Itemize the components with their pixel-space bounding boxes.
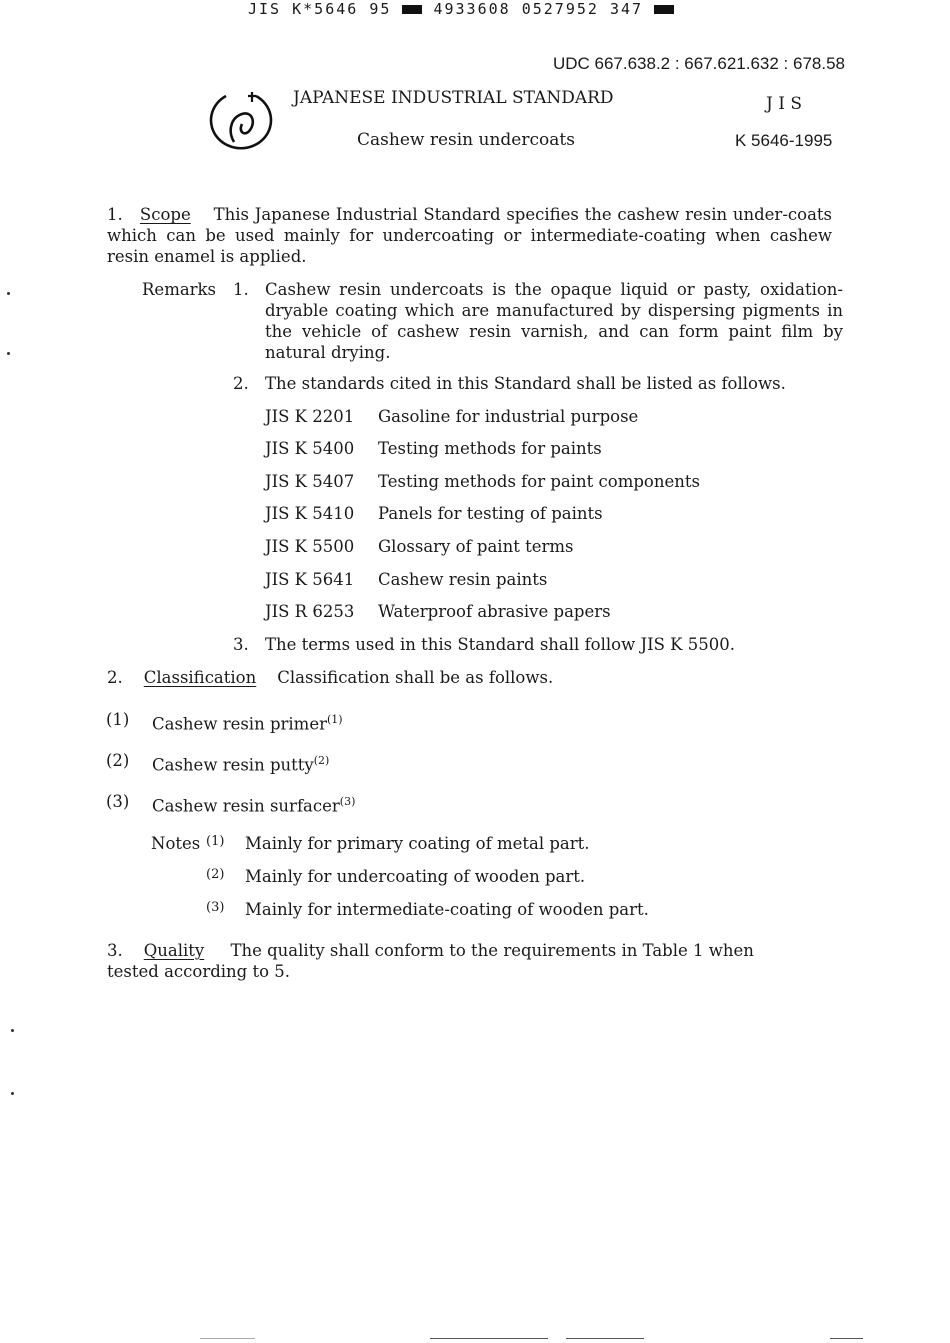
black-block-mark	[654, 5, 674, 14]
scan-dot	[7, 292, 10, 295]
remark-number: 2.	[233, 374, 249, 393]
remark-number: 1.	[233, 280, 249, 299]
section-classification	[107, 667, 553, 688]
remark-text: The terms used in this Standard shall follow JIS K 5500.	[265, 635, 735, 654]
footnote-mark: (3)	[339, 795, 356, 808]
cited-title: Cashew resin paints	[378, 570, 548, 589]
section-heading: Classification	[143, 668, 257, 687]
note-mark: (2)	[206, 867, 225, 882]
jis-mark: J I S	[766, 94, 802, 114]
section-heading: Quality	[143, 941, 205, 960]
classification-number: (2)	[106, 751, 130, 770]
scan-line	[566, 1338, 644, 1339]
section-number: 2.	[107, 668, 123, 687]
notes-label: Notes	[151, 834, 201, 853]
footnote-mark: (2)	[313, 754, 330, 767]
standard-title: JAPANESE INDUSTRIAL STANDARD	[293, 88, 614, 108]
cited-code: JIS K 5410	[265, 504, 355, 523]
remarks-label: Remarks	[142, 280, 217, 299]
section-quality	[107, 940, 807, 982]
remark-text: The standards cited in this Standard shall be listed as follows.	[265, 374, 786, 393]
section-text: This Japanese Industrial Standard specifies the cashew resin under-coats which can be used mainly for undercoating or intermediate-coating when cashew resin enamel is applied.	[107, 205, 833, 266]
classification-text: Cashew resin putty	[152, 755, 314, 775]
cited-title: Glossary of paint terms	[378, 537, 574, 556]
section-text: Classification shall be as follows.	[277, 668, 554, 687]
scan-line	[200, 1338, 255, 1339]
classification-text: Cashew resin surfacer	[152, 796, 340, 816]
note-mark: (3)	[206, 900, 225, 915]
classification-text: Cashew resin primer	[152, 714, 327, 734]
section-text: The quality shall conform to the requirements in Table 1 when tested according to 5.	[107, 941, 754, 981]
scan-line	[430, 1338, 548, 1339]
jis-logo-icon	[208, 88, 278, 154]
classification-number: (3)	[106, 792, 130, 811]
standard-number: K 5646-1995	[735, 131, 833, 150]
cited-title: Waterproof abrasive papers	[378, 602, 611, 621]
cited-code: JIS K 5407	[265, 472, 355, 491]
cited-code: JIS K 5500	[265, 537, 355, 556]
note-text: Mainly for primary coating of metal part.	[245, 834, 590, 853]
header-code-line	[248, 0, 674, 18]
header-code-left: JIS K*5646 95	[248, 0, 392, 18]
cited-title: Panels for testing of paints	[378, 504, 603, 523]
scan-dot	[11, 1092, 14, 1095]
cited-code: JIS K 2201	[265, 407, 355, 426]
scan-line	[830, 1338, 863, 1339]
remark-number: 3.	[233, 635, 249, 654]
classification-item	[152, 709, 343, 735]
note-text: Mainly for intermediate-coating of wooden part.	[245, 900, 649, 919]
section-scope	[107, 204, 832, 267]
note-text: Mainly for undercoating of wooden part.	[245, 867, 586, 886]
cited-title: Gasoline for industrial purpose	[378, 407, 639, 426]
cited-title: Testing methods for paints	[378, 439, 602, 458]
section-heading: Scope	[139, 205, 191, 224]
cited-title: Testing methods for paint components	[378, 472, 700, 491]
section-number: 3.	[107, 941, 123, 960]
classification-item	[152, 791, 355, 817]
black-block-mark	[402, 5, 422, 14]
section-number: 1.	[107, 205, 123, 224]
cited-code: JIS K 5641	[265, 570, 355, 589]
remark-text: Cashew resin undercoats is the opaque liquid or pasty, oxidation-dryable coating which are manufactured by dispersing pigments in the vehicle of cashew resin varnish, and can form paint film by natural drying.	[265, 280, 843, 362]
note-mark: (1)	[206, 834, 225, 849]
classification-item	[152, 750, 329, 776]
scan-dot	[11, 1029, 14, 1032]
footnote-mark: (1)	[326, 713, 343, 726]
udc-number: UDC 667.638.2 : 667.621.632 : 678.58	[552, 54, 845, 73]
scan-dot	[7, 352, 10, 355]
header-code-middle: 4933608 0527952 347	[433, 0, 644, 18]
classification-number: (1)	[106, 710, 130, 729]
document-subject: Cashew resin undercoats	[357, 130, 575, 150]
cited-code: JIS R 6253	[265, 602, 355, 621]
cited-code: JIS K 5400	[265, 439, 355, 458]
